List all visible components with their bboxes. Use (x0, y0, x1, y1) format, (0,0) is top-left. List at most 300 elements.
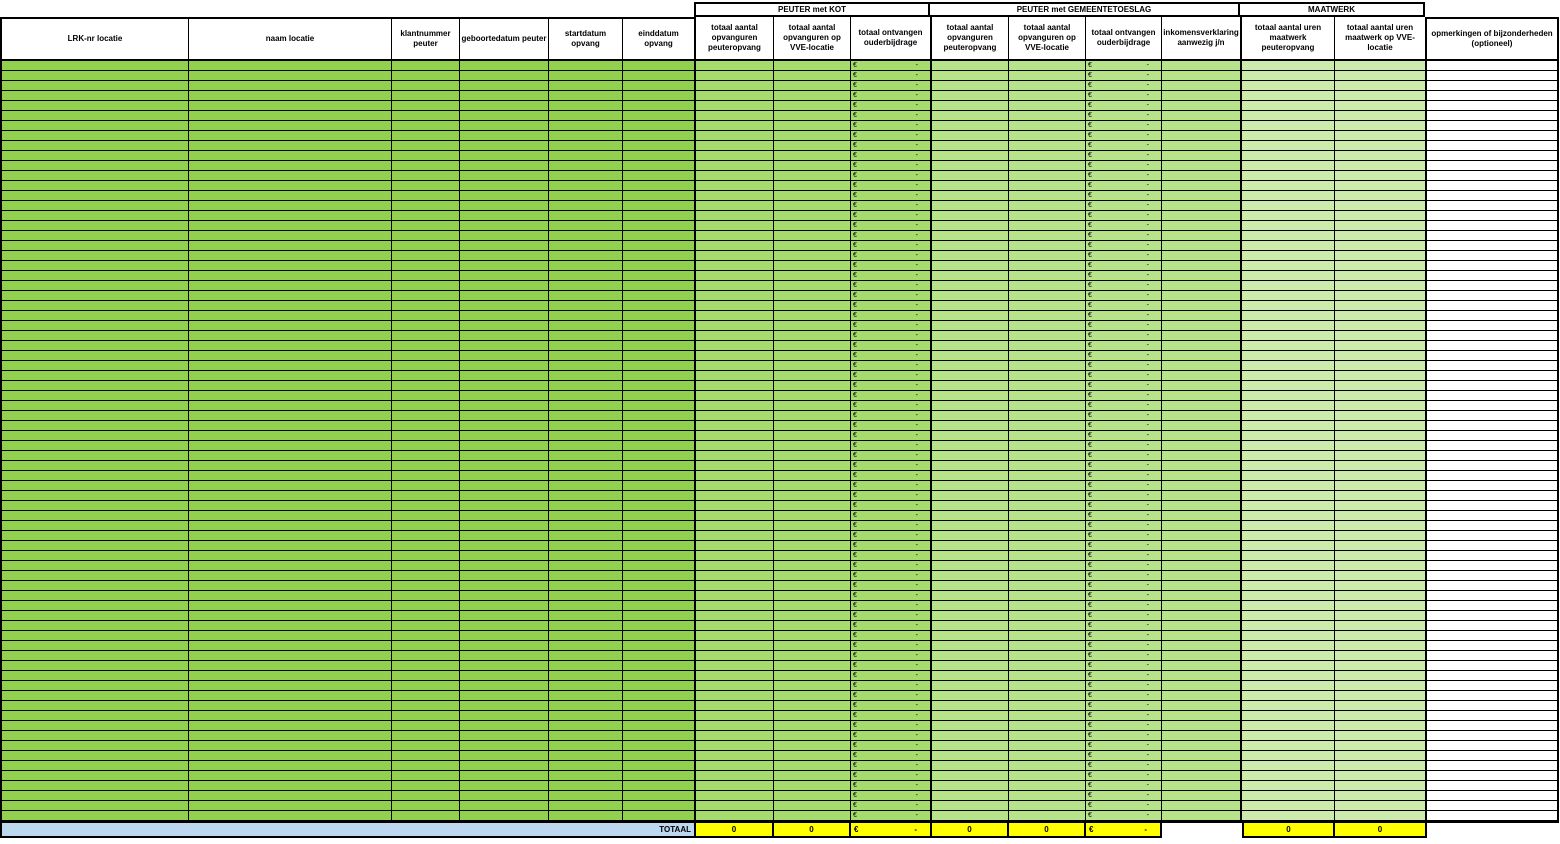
cell-startdatum-opvang[interactable] (549, 211, 623, 221)
cell-naam-locatie[interactable] (189, 431, 392, 441)
cell-startdatum-opvang[interactable] (549, 301, 623, 311)
cell-klantnummer-peuter[interactable] (392, 291, 460, 301)
cell-kot-uren-peuteropvang[interactable] (696, 741, 774, 751)
cell-klantnummer-peuter[interactable] (392, 721, 460, 731)
cell-lrk-nr-locatie[interactable] (2, 661, 189, 671)
cell-kot-uren-peuteropvang[interactable] (696, 631, 774, 641)
cell-gt-uren-vve[interactable] (1009, 491, 1086, 501)
cell-kot-uren-vve[interactable] (774, 491, 851, 501)
cell-lrk-nr-locatie[interactable] (2, 281, 189, 291)
cell-gt-uren-peuteropvang[interactable] (932, 521, 1009, 531)
cell-lrk-nr-locatie[interactable] (2, 731, 189, 741)
cell-lrk-nr-locatie[interactable] (2, 271, 189, 281)
cell-opmerkingen[interactable] (1427, 301, 1559, 311)
cell-kot-ouderbijdrage[interactable] (851, 811, 932, 821)
cell-inkomensverklaring[interactable] (1162, 201, 1242, 211)
cell-mw-uren-vve[interactable] (1335, 291, 1427, 301)
cell-kot-uren-vve[interactable] (774, 731, 851, 741)
cell-mw-uren-vve[interactable] (1335, 111, 1427, 121)
cell-mw-uren-peuteropvang[interactable] (1242, 691, 1335, 701)
cell-kot-uren-peuteropvang[interactable] (696, 811, 774, 821)
cell-gt-ouderbijdrage[interactable] (1086, 721, 1162, 731)
cell-kot-uren-vve[interactable] (774, 81, 851, 91)
column-header-startdatum[interactable]: startdatum opvang (549, 17, 623, 61)
cell-startdatum-opvang[interactable] (549, 131, 623, 141)
cell-einddatum-opvang[interactable] (623, 221, 696, 231)
cell-geboortedatum-peuter[interactable] (460, 711, 549, 721)
cell-gt-uren-vve[interactable] (1009, 251, 1086, 261)
cell-gt-uren-peuteropvang[interactable] (932, 631, 1009, 641)
cell-gt-ouderbijdrage[interactable] (1086, 71, 1162, 81)
cell-lrk-nr-locatie[interactable] (2, 721, 189, 731)
cell-klantnummer-peuter[interactable] (392, 361, 460, 371)
cell-geboortedatum-peuter[interactable] (460, 781, 549, 791)
cell-kot-ouderbijdrage[interactable] (851, 181, 932, 191)
cell-lrk-nr-locatie[interactable] (2, 471, 189, 481)
cell-mw-uren-peuteropvang[interactable] (1242, 571, 1335, 581)
cell-mw-uren-vve[interactable] (1335, 471, 1427, 481)
cell-gt-uren-vve[interactable] (1009, 731, 1086, 741)
cell-lrk-nr-locatie[interactable] (2, 601, 189, 611)
cell-inkomensverklaring[interactable] (1162, 341, 1242, 351)
cell-lrk-nr-locatie[interactable] (2, 291, 189, 301)
totals-mw-uren-peuteropvang[interactable]: 0 (1242, 823, 1335, 838)
cell-gt-uren-vve[interactable] (1009, 641, 1086, 651)
cell-kot-ouderbijdrage[interactable] (851, 71, 932, 81)
cell-mw-uren-peuteropvang[interactable] (1242, 581, 1335, 591)
cell-mw-uren-vve[interactable] (1335, 581, 1427, 591)
cell-klantnummer-peuter[interactable] (392, 241, 460, 251)
cell-naam-locatie[interactable] (189, 771, 392, 781)
cell-kot-ouderbijdrage[interactable] (851, 121, 932, 131)
cell-gt-uren-peuteropvang[interactable] (932, 641, 1009, 651)
cell-klantnummer-peuter[interactable] (392, 221, 460, 231)
cell-klantnummer-peuter[interactable] (392, 251, 460, 261)
cell-einddatum-opvang[interactable] (623, 681, 696, 691)
cell-gt-uren-peuteropvang[interactable] (932, 211, 1009, 221)
cell-mw-uren-peuteropvang[interactable] (1242, 601, 1335, 611)
cell-einddatum-opvang[interactable] (623, 771, 696, 781)
cell-gt-ouderbijdrage[interactable] (1086, 601, 1162, 611)
cell-opmerkingen[interactable] (1427, 591, 1559, 601)
cell-einddatum-opvang[interactable] (623, 71, 696, 81)
cell-kot-uren-peuteropvang[interactable] (696, 771, 774, 781)
cell-kot-uren-peuteropvang[interactable] (696, 111, 774, 121)
cell-inkomensverklaring[interactable] (1162, 651, 1242, 661)
cell-mw-uren-vve[interactable] (1335, 711, 1427, 721)
cell-mw-uren-peuteropvang[interactable] (1242, 431, 1335, 441)
cell-klantnummer-peuter[interactable] (392, 531, 460, 541)
cell-gt-uren-vve[interactable] (1009, 391, 1086, 401)
cell-kot-uren-vve[interactable] (774, 451, 851, 461)
cell-inkomensverklaring[interactable] (1162, 551, 1242, 561)
cell-gt-uren-vve[interactable] (1009, 341, 1086, 351)
cell-klantnummer-peuter[interactable] (392, 301, 460, 311)
cell-gt-uren-peuteropvang[interactable] (932, 181, 1009, 191)
cell-lrk-nr-locatie[interactable] (2, 651, 189, 661)
cell-mw-uren-vve[interactable] (1335, 761, 1427, 771)
column-header-opmerkingen[interactable]: opmerkingen of bijzonderheden (optioneel) (1427, 17, 1559, 61)
cell-lrk-nr-locatie[interactable] (2, 811, 189, 821)
cell-gt-uren-vve[interactable] (1009, 791, 1086, 801)
cell-kot-uren-vve[interactable] (774, 121, 851, 131)
cell-startdatum-opvang[interactable] (549, 801, 623, 811)
cell-gt-uren-peuteropvang[interactable] (932, 431, 1009, 441)
cell-kot-ouderbijdrage[interactable] (851, 91, 932, 101)
cell-mw-uren-vve[interactable] (1335, 511, 1427, 521)
cell-kot-ouderbijdrage[interactable] (851, 661, 932, 671)
cell-opmerkingen[interactable] (1427, 651, 1559, 661)
cell-kot-uren-peuteropvang[interactable] (696, 501, 774, 511)
cell-kot-ouderbijdrage[interactable] (851, 701, 932, 711)
cell-kot-uren-vve[interactable] (774, 231, 851, 241)
cell-opmerkingen[interactable] (1427, 541, 1559, 551)
cell-einddatum-opvang[interactable] (623, 411, 696, 421)
cell-kot-uren-peuteropvang[interactable] (696, 601, 774, 611)
column-header-inkomensverklaring[interactable]: inkomensverklaring aanwezig j/n (1162, 17, 1242, 61)
cell-startdatum-opvang[interactable] (549, 351, 623, 361)
cell-mw-uren-peuteropvang[interactable] (1242, 151, 1335, 161)
cell-gt-uren-peuteropvang[interactable] (932, 81, 1009, 91)
cell-lrk-nr-locatie[interactable] (2, 131, 189, 141)
cell-lrk-nr-locatie[interactable] (2, 181, 189, 191)
cell-kot-uren-vve[interactable] (774, 271, 851, 281)
cell-geboortedatum-peuter[interactable] (460, 151, 549, 161)
cell-kot-uren-vve[interactable] (774, 131, 851, 141)
cell-opmerkingen[interactable] (1427, 641, 1559, 651)
cell-mw-uren-vve[interactable] (1335, 141, 1427, 151)
cell-opmerkingen[interactable] (1427, 291, 1559, 301)
cell-kot-ouderbijdrage[interactable] (851, 571, 932, 581)
cell-opmerkingen[interactable] (1427, 581, 1559, 591)
cell-naam-locatie[interactable] (189, 551, 392, 561)
cell-naam-locatie[interactable] (189, 201, 392, 211)
cell-lrk-nr-locatie[interactable] (2, 611, 189, 621)
cell-kot-uren-vve[interactable] (774, 631, 851, 641)
cell-opmerkingen[interactable] (1427, 601, 1559, 611)
cell-naam-locatie[interactable] (189, 441, 392, 451)
cell-gt-ouderbijdrage[interactable] (1086, 361, 1162, 371)
cell-kot-ouderbijdrage[interactable] (851, 371, 932, 381)
cell-startdatum-opvang[interactable] (549, 731, 623, 741)
cell-gt-uren-peuteropvang[interactable] (932, 121, 1009, 131)
cell-kot-uren-peuteropvang[interactable] (696, 541, 774, 551)
cell-kot-uren-vve[interactable] (774, 191, 851, 201)
cell-kot-ouderbijdrage[interactable] (851, 621, 932, 631)
cell-klantnummer-peuter[interactable] (392, 231, 460, 241)
cell-gt-ouderbijdrage[interactable] (1086, 561, 1162, 571)
cell-mw-uren-vve[interactable] (1335, 561, 1427, 571)
cell-mw-uren-vve[interactable] (1335, 451, 1427, 461)
cell-mw-uren-peuteropvang[interactable] (1242, 251, 1335, 261)
cell-gt-uren-vve[interactable] (1009, 521, 1086, 531)
cell-mw-uren-peuteropvang[interactable] (1242, 111, 1335, 121)
cell-kot-uren-peuteropvang[interactable] (696, 271, 774, 281)
cell-lrk-nr-locatie[interactable] (2, 421, 189, 431)
cell-startdatum-opvang[interactable] (549, 681, 623, 691)
cell-startdatum-opvang[interactable] (549, 461, 623, 471)
cell-opmerkingen[interactable] (1427, 231, 1559, 241)
cell-opmerkingen[interactable] (1427, 281, 1559, 291)
cell-gt-uren-peuteropvang[interactable] (932, 671, 1009, 681)
cell-lrk-nr-locatie[interactable] (2, 621, 189, 631)
cell-inkomensverklaring[interactable] (1162, 291, 1242, 301)
cell-geboortedatum-peuter[interactable] (460, 81, 549, 91)
cell-startdatum-opvang[interactable] (549, 501, 623, 511)
cell-klantnummer-peuter[interactable] (392, 141, 460, 151)
cell-naam-locatie[interactable] (189, 271, 392, 281)
cell-startdatum-opvang[interactable] (549, 571, 623, 581)
cell-inkomensverklaring[interactable] (1162, 701, 1242, 711)
cell-inkomensverklaring[interactable] (1162, 591, 1242, 601)
cell-kot-uren-peuteropvang[interactable] (696, 441, 774, 451)
cell-klantnummer-peuter[interactable] (392, 491, 460, 501)
cell-kot-uren-peuteropvang[interactable] (696, 671, 774, 681)
cell-inkomensverklaring[interactable] (1162, 421, 1242, 431)
cell-einddatum-opvang[interactable] (623, 491, 696, 501)
cell-inkomensverklaring[interactable] (1162, 641, 1242, 651)
cell-inkomensverklaring[interactable] (1162, 691, 1242, 701)
cell-naam-locatie[interactable] (189, 381, 392, 391)
cell-gt-ouderbijdrage[interactable] (1086, 551, 1162, 561)
cell-gt-uren-peuteropvang[interactable] (932, 171, 1009, 181)
cell-opmerkingen[interactable] (1427, 471, 1559, 481)
cell-gt-uren-vve[interactable] (1009, 181, 1086, 191)
cell-geboortedatum-peuter[interactable] (460, 551, 549, 561)
cell-inkomensverklaring[interactable] (1162, 401, 1242, 411)
cell-geboortedatum-peuter[interactable] (460, 681, 549, 691)
cell-kot-uren-vve[interactable] (774, 571, 851, 581)
cell-kot-uren-peuteropvang[interactable] (696, 121, 774, 131)
cell-geboortedatum-peuter[interactable] (460, 811, 549, 821)
cell-kot-uren-vve[interactable] (774, 811, 851, 821)
cell-gt-ouderbijdrage[interactable] (1086, 131, 1162, 141)
cell-gt-ouderbijdrage[interactable] (1086, 181, 1162, 191)
cell-inkomensverklaring[interactable] (1162, 381, 1242, 391)
cell-mw-uren-vve[interactable] (1335, 321, 1427, 331)
cell-kot-uren-peuteropvang[interactable] (696, 321, 774, 331)
cell-gt-uren-vve[interactable] (1009, 61, 1086, 71)
cell-geboortedatum-peuter[interactable] (460, 511, 549, 521)
cell-kot-uren-peuteropvang[interactable] (696, 331, 774, 341)
cell-opmerkingen[interactable] (1427, 781, 1559, 791)
cell-gt-uren-vve[interactable] (1009, 781, 1086, 791)
cell-kot-ouderbijdrage[interactable] (851, 431, 932, 441)
cell-gt-ouderbijdrage[interactable] (1086, 221, 1162, 231)
cell-kot-ouderbijdrage[interactable] (851, 591, 932, 601)
cell-opmerkingen[interactable] (1427, 771, 1559, 781)
cell-kot-uren-peuteropvang[interactable] (696, 81, 774, 91)
cell-naam-locatie[interactable] (189, 591, 392, 601)
cell-einddatum-opvang[interactable] (623, 301, 696, 311)
cell-einddatum-opvang[interactable] (623, 431, 696, 441)
cell-mw-uren-peuteropvang[interactable] (1242, 321, 1335, 331)
cell-kot-ouderbijdrage[interactable] (851, 251, 932, 261)
cell-gt-uren-peuteropvang[interactable] (932, 501, 1009, 511)
cell-lrk-nr-locatie[interactable] (2, 741, 189, 751)
cell-kot-uren-vve[interactable] (774, 381, 851, 391)
cell-opmerkingen[interactable] (1427, 551, 1559, 561)
cell-gt-uren-peuteropvang[interactable] (932, 161, 1009, 171)
cell-gt-uren-vve[interactable] (1009, 281, 1086, 291)
cell-gt-uren-vve[interactable] (1009, 691, 1086, 701)
cell-gt-uren-peuteropvang[interactable] (932, 391, 1009, 401)
cell-inkomensverklaring[interactable] (1162, 791, 1242, 801)
cell-lrk-nr-locatie[interactable] (2, 771, 189, 781)
cell-gt-uren-peuteropvang[interactable] (932, 451, 1009, 461)
cell-klantnummer-peuter[interactable] (392, 391, 460, 401)
cell-klantnummer-peuter[interactable] (392, 681, 460, 691)
cell-kot-uren-peuteropvang[interactable] (696, 71, 774, 81)
cell-kot-uren-vve[interactable] (774, 721, 851, 731)
cell-inkomensverklaring[interactable] (1162, 271, 1242, 281)
cell-kot-uren-vve[interactable] (774, 541, 851, 551)
cell-geboortedatum-peuter[interactable] (460, 591, 549, 601)
cell-mw-uren-peuteropvang[interactable] (1242, 211, 1335, 221)
cell-geboortedatum-peuter[interactable] (460, 201, 549, 211)
cell-gt-uren-peuteropvang[interactable] (932, 741, 1009, 751)
cell-inkomensverklaring[interactable] (1162, 801, 1242, 811)
cell-mw-uren-peuteropvang[interactable] (1242, 141, 1335, 151)
cell-einddatum-opvang[interactable] (623, 791, 696, 801)
totals-kot-uren-peuteropvang[interactable]: 0 (696, 823, 774, 838)
cell-naam-locatie[interactable] (189, 101, 392, 111)
cell-gt-uren-peuteropvang[interactable] (932, 141, 1009, 151)
cell-mw-uren-vve[interactable] (1335, 271, 1427, 281)
cell-gt-uren-peuteropvang[interactable] (932, 611, 1009, 621)
cell-startdatum-opvang[interactable] (549, 651, 623, 661)
cell-opmerkingen[interactable] (1427, 631, 1559, 641)
cell-kot-uren-vve[interactable] (774, 161, 851, 171)
cell-gt-uren-peuteropvang[interactable] (932, 801, 1009, 811)
cell-inkomensverklaring[interactable] (1162, 311, 1242, 321)
cell-geboortedatum-peuter[interactable] (460, 601, 549, 611)
cell-kot-uren-peuteropvang[interactable] (696, 661, 774, 671)
cell-opmerkingen[interactable] (1427, 311, 1559, 321)
cell-lrk-nr-locatie[interactable] (2, 141, 189, 151)
cell-inkomensverklaring[interactable] (1162, 91, 1242, 101)
cell-kot-uren-vve[interactable] (774, 471, 851, 481)
cell-startdatum-opvang[interactable] (549, 411, 623, 421)
cell-startdatum-opvang[interactable] (549, 261, 623, 271)
cell-kot-uren-vve[interactable] (774, 751, 851, 761)
cell-gt-ouderbijdrage[interactable] (1086, 281, 1162, 291)
cell-mw-uren-peuteropvang[interactable] (1242, 161, 1335, 171)
cell-kot-ouderbijdrage[interactable] (851, 651, 932, 661)
cell-lrk-nr-locatie[interactable] (2, 91, 189, 101)
cell-einddatum-opvang[interactable] (623, 391, 696, 401)
cell-geboortedatum-peuter[interactable] (460, 531, 549, 541)
totals-mw-uren-vve[interactable]: 0 (1335, 823, 1427, 838)
cell-mw-uren-vve[interactable] (1335, 641, 1427, 651)
cell-klantnummer-peuter[interactable] (392, 211, 460, 221)
cell-kot-uren-peuteropvang[interactable] (696, 801, 774, 811)
cell-lrk-nr-locatie[interactable] (2, 791, 189, 801)
cell-kot-ouderbijdrage[interactable] (851, 751, 932, 761)
cell-kot-uren-peuteropvang[interactable] (696, 151, 774, 161)
cell-geboortedatum-peuter[interactable] (460, 641, 549, 651)
cell-klantnummer-peuter[interactable] (392, 781, 460, 791)
cell-kot-uren-peuteropvang[interactable] (696, 521, 774, 531)
cell-einddatum-opvang[interactable] (623, 561, 696, 571)
cell-mw-uren-vve[interactable] (1335, 791, 1427, 801)
cell-kot-uren-peuteropvang[interactable] (696, 361, 774, 371)
cell-lrk-nr-locatie[interactable] (2, 361, 189, 371)
cell-opmerkingen[interactable] (1427, 101, 1559, 111)
cell-mw-uren-peuteropvang[interactable] (1242, 551, 1335, 561)
cell-startdatum-opvang[interactable] (549, 561, 623, 571)
cell-mw-uren-vve[interactable] (1335, 461, 1427, 471)
cell-einddatum-opvang[interactable] (623, 471, 696, 481)
cell-kot-ouderbijdrage[interactable] (851, 301, 932, 311)
cell-geboortedatum-peuter[interactable] (460, 241, 549, 251)
cell-mw-uren-vve[interactable] (1335, 81, 1427, 91)
cell-lrk-nr-locatie[interactable] (2, 511, 189, 521)
cell-naam-locatie[interactable] (189, 621, 392, 631)
cell-mw-uren-vve[interactable] (1335, 771, 1427, 781)
cell-naam-locatie[interactable] (189, 711, 392, 721)
cell-kot-uren-vve[interactable] (774, 331, 851, 341)
cell-naam-locatie[interactable] (189, 721, 392, 731)
cell-gt-uren-peuteropvang[interactable] (932, 281, 1009, 291)
cell-einddatum-opvang[interactable] (623, 261, 696, 271)
cell-gt-uren-vve[interactable] (1009, 201, 1086, 211)
cell-geboortedatum-peuter[interactable] (460, 451, 549, 461)
cell-startdatum-opvang[interactable] (549, 151, 623, 161)
cell-naam-locatie[interactable] (189, 661, 392, 671)
group-header-gemeentetoeslag[interactable]: PEUTER met GEMEENTETOESLAG (930, 2, 1240, 17)
cell-opmerkingen[interactable] (1427, 681, 1559, 691)
cell-kot-ouderbijdrage[interactable] (851, 671, 932, 681)
cell-lrk-nr-locatie[interactable] (2, 171, 189, 181)
cell-kot-uren-vve[interactable] (774, 431, 851, 441)
cell-einddatum-opvang[interactable] (623, 781, 696, 791)
cell-kot-uren-vve[interactable] (774, 181, 851, 191)
cell-mw-uren-peuteropvang[interactable] (1242, 671, 1335, 681)
cell-klantnummer-peuter[interactable] (392, 611, 460, 621)
cell-inkomensverklaring[interactable] (1162, 471, 1242, 481)
cell-mw-uren-vve[interactable] (1335, 171, 1427, 181)
cell-opmerkingen[interactable] (1427, 201, 1559, 211)
cell-kot-uren-peuteropvang[interactable] (696, 751, 774, 761)
cell-naam-locatie[interactable] (189, 421, 392, 431)
cell-mw-uren-vve[interactable] (1335, 431, 1427, 441)
cell-gt-uren-peuteropvang[interactable] (932, 111, 1009, 121)
cell-klantnummer-peuter[interactable] (392, 111, 460, 121)
cell-lrk-nr-locatie[interactable] (2, 151, 189, 161)
cell-einddatum-opvang[interactable] (623, 671, 696, 681)
cell-naam-locatie[interactable] (189, 801, 392, 811)
cell-mw-uren-peuteropvang[interactable] (1242, 711, 1335, 721)
cell-kot-uren-vve[interactable] (774, 761, 851, 771)
cell-mw-uren-peuteropvang[interactable] (1242, 771, 1335, 781)
cell-startdatum-opvang[interactable] (549, 521, 623, 531)
cell-einddatum-opvang[interactable] (623, 271, 696, 281)
cell-gt-ouderbijdrage[interactable] (1086, 591, 1162, 601)
cell-naam-locatie[interactable] (189, 731, 392, 741)
cell-naam-locatie[interactable] (189, 121, 392, 131)
column-header-kot-uren-vve[interactable]: totaal aantal opvanguren op VVE-locatie (774, 17, 851, 61)
cell-geboortedatum-peuter[interactable] (460, 131, 549, 141)
cell-klantnummer-peuter[interactable] (392, 131, 460, 141)
cell-startdatum-opvang[interactable] (549, 631, 623, 641)
cell-inkomensverklaring[interactable] (1162, 121, 1242, 131)
cell-geboortedatum-peuter[interactable] (460, 291, 549, 301)
cell-einddatum-opvang[interactable] (623, 481, 696, 491)
cell-gt-uren-vve[interactable] (1009, 191, 1086, 201)
cell-mw-uren-peuteropvang[interactable] (1242, 331, 1335, 341)
cell-kot-ouderbijdrage[interactable] (851, 731, 932, 741)
